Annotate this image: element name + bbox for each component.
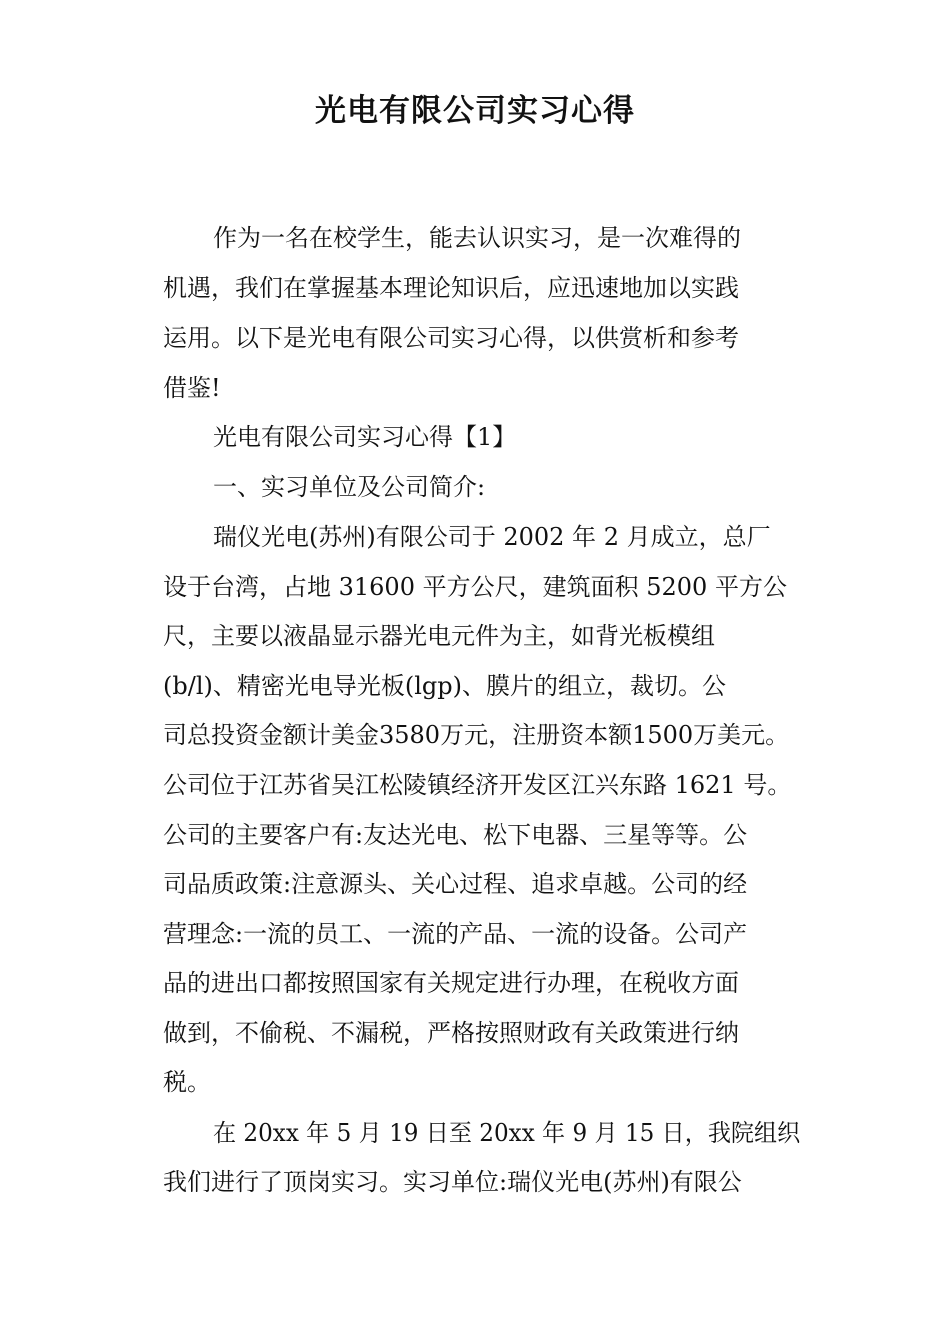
paragraph-line: 做到，不偷税、不漏税，严格按照财政有关政策进行纳 — [163, 1019, 739, 1047]
paragraph-line: 税。 — [163, 1068, 211, 1096]
paragraph-line: 我们进行了顶岗实习。实习单位:瑞仪光电(苏州)有限公 — [163, 1168, 742, 1196]
paragraph-line: 作为一名在校学生，能去认识实习，是一次难得的 — [213, 224, 741, 252]
paragraph-line: 在 20xx 年 5 月 19 日至 20xx 年 9 月 15 日，我院组织 — [213, 1119, 801, 1147]
paragraph-line: 瑞仪光电(苏州)有限公司于 2002 年 2 月成立，总厂 — [213, 523, 771, 551]
paragraph-line: (b/l)、精密光电导光板(lgp)、膜片的组立，裁切。公 — [163, 672, 726, 700]
paragraph-line: 公司位于江苏省吴江松陵镇经济开发区江兴东路 1621 号。 — [163, 771, 792, 799]
paragraph-line: 机遇，我们在掌握基本理论知识后，应迅速地加以实践 — [163, 274, 739, 302]
paragraph-line: 运用。以下是光电有限公司实习心得，以供赏析和参考 — [163, 324, 739, 352]
paragraph-line: 公司的主要客户有:友达光电、松下电器、三星等等。公 — [163, 821, 748, 849]
paragraph-line: 尺，主要以液晶显示器光电元件为主，如背光板模组 — [163, 622, 715, 650]
paragraph-line: 借鉴! — [163, 374, 221, 402]
paragraph-line: 设于台湾，占地 31600 平方公尺，建筑面积 5200 平方公 — [163, 573, 787, 601]
document-title: 光电有限公司实习心得 — [315, 93, 635, 129]
section-heading: 光电有限公司实习心得【1】 — [213, 423, 517, 451]
paragraph-line: 营理念:一流的员工、一流的产品、一流的设备。公司产 — [163, 920, 748, 948]
subsection-heading: 一、实习单位及公司简介: — [213, 473, 486, 501]
paragraph-line: 品的进出口都按照国家有关规定进行办理，在税收方面 — [163, 969, 739, 997]
paragraph-line: 司总投资金额计美金3580万元，注册资本额1500万美元。 — [163, 721, 790, 749]
paragraph-line: 司品质政策:注意源头、关心过程、追求卓越。公司的经 — [163, 870, 748, 898]
